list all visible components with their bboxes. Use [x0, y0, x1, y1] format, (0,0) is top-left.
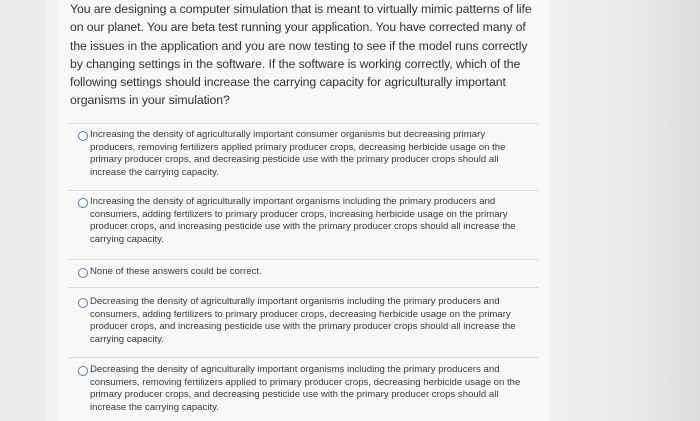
radio-button-icon[interactable] [78, 268, 88, 278]
answer-option-label: Increasing the density of agriculturally important consumer organisms but decreasing primary producers, removing fertilizers applied primary producer crops, decreasing herbicide usage on the primary producer crops, and decreasing pesticide use with the primary producer crops should all increase the carrying capacity. [90, 129, 506, 178]
left-margin [0, 0, 46, 421]
answer-option-label: Decreasing the density of agriculturally important organisms including the primary producers and consumers, removing fertilizers applied to primary producer crops, decreasing herbicide usage on the primary producer crops, and decreasing pesticide use with the primary producer crops should all increase the carrying capacity. [90, 364, 521, 413]
divider [68, 190, 538, 191]
radio-button-icon[interactable] [78, 298, 88, 308]
answer-option-label: Increasing the density of agriculturally important organisms including the primary producers and consumers, adding fertilizers to primary producer crops, increasing herbicide usage on the primary producer crops, and increasing pesticide use with the primary producer crops should all increase the carrying capacity. [90, 196, 516, 245]
question-text: You are designing a computer simulation that is meant to virtually mimic patterns of life on our planet. You are beta test running your application. You have corrected many of the issues in the application and you are now testing to see if the model runs correctly by changing settings in the software. If the software is working correctly, which of the following settings should increase the carrying capacity for agriculturally important organisms in your simulation? [70, 2, 532, 108]
divider [68, 259, 538, 260]
divider [68, 123, 538, 124]
divider [68, 357, 538, 358]
radio-button-icon[interactable] [78, 198, 88, 208]
question-panel [58, 0, 550, 421]
divider [68, 287, 538, 288]
answer-option-label: Decreasing the density of agriculturally important organisms including the primary producers and consumers, adding fertilizers to primary producer crops, decreasing herbicide usage on the primary producer crops, and increasing pesticide use with the primary producer crops should all increase the carrying capacity. [90, 296, 516, 345]
answer-option-label: None of these answers could be correct. [90, 266, 262, 277]
radio-button-icon[interactable] [78, 131, 88, 141]
radio-button-icon[interactable] [78, 366, 88, 376]
right-margin [550, 0, 700, 421]
